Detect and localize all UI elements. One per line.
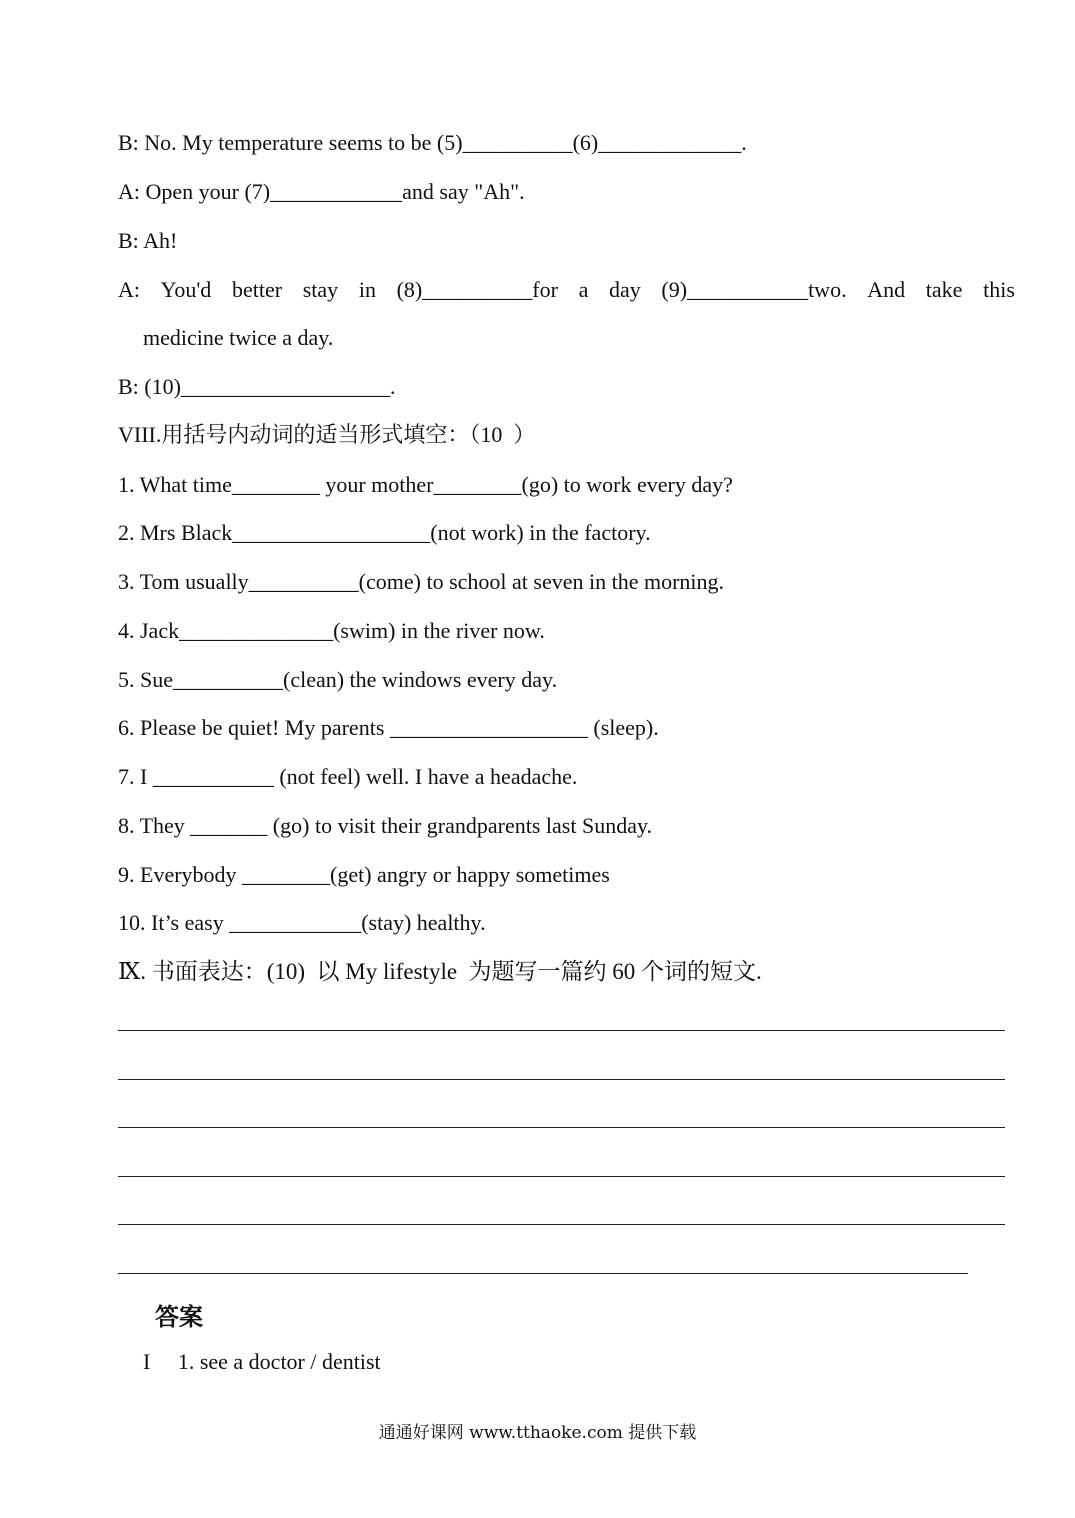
word: A:: [118, 277, 140, 302]
dialogue-line-8-9: [118, 276, 1015, 304]
word: a: [578, 277, 589, 302]
writing-line: [118, 1176, 1005, 1177]
answers-title: 答案: [155, 1303, 203, 1331]
exercise-item: 2. Mrs Black__________________(not work) in the factory.: [118, 520, 651, 545]
exercise-item: 3. Tom usually__________(come) to school at seven in the morning.: [118, 569, 725, 594]
writing-line: [118, 1030, 1005, 1031]
dialogue-line-5-6: B: No. My temperature seems to be (5)__________(6)_____________.: [118, 130, 747, 155]
dialogue-line-10: B: (10)___________________.: [118, 374, 396, 399]
exercise-item: 4. Jack______________(swim) in the river now.: [118, 618, 545, 643]
word: take: [925, 277, 963, 302]
word: (9)___________two.: [661, 277, 847, 302]
word: (8)__________for: [396, 277, 558, 302]
page-footer: 通通好课网 www.tthaoke.com 提供下载: [378, 1423, 697, 1443]
word: this: [983, 277, 1015, 302]
word: better: [231, 277, 283, 302]
section-9-heading: Ⅸ. 书面表达：(10) 以 My lifestyle 为题写一篇约 60 个词的短文.: [118, 959, 762, 984]
exercise-item: 5. Sue__________(clean) the windows every day.: [118, 667, 558, 692]
section-8-heading: VIII.用括号内动词的适当形式填空：（10 ）: [118, 422, 536, 447]
dialogue-line-ah: B: Ah!: [118, 228, 178, 253]
word: day: [609, 277, 641, 302]
exercise-item: 10. It’s easy ____________(stay) healthy.: [118, 910, 486, 935]
exercise-item: 9. Everybody ________(get) angry or happy sometimes: [118, 862, 610, 887]
word: stay: [302, 277, 339, 302]
exercise-item: 7. I ___________ (not feel) well. I have a headache.: [118, 764, 578, 789]
exercise-item: 1. What time________ your mother________(go) to work every day?: [118, 472, 733, 497]
dialogue-line-medicine: medicine twice a day.: [143, 325, 334, 350]
word: You'd: [160, 277, 212, 302]
word: And: [867, 277, 906, 302]
word: in: [358, 277, 376, 302]
dialogue-line-7: A: Open your (7)____________and say "Ah".: [118, 179, 525, 204]
exercise-item: 6. Please be quiet! My parents __________________ (sleep).: [118, 715, 659, 740]
writing-line: [118, 1127, 1005, 1128]
exercise-item: 8. They _______ (go) to visit their grandparents last Sunday.: [118, 813, 653, 838]
writing-line: [118, 1079, 1005, 1080]
answer-line: I 1. see a doctor / dentist: [143, 1349, 381, 1374]
writing-line: [118, 1273, 968, 1274]
writing-line: [118, 1224, 1005, 1225]
